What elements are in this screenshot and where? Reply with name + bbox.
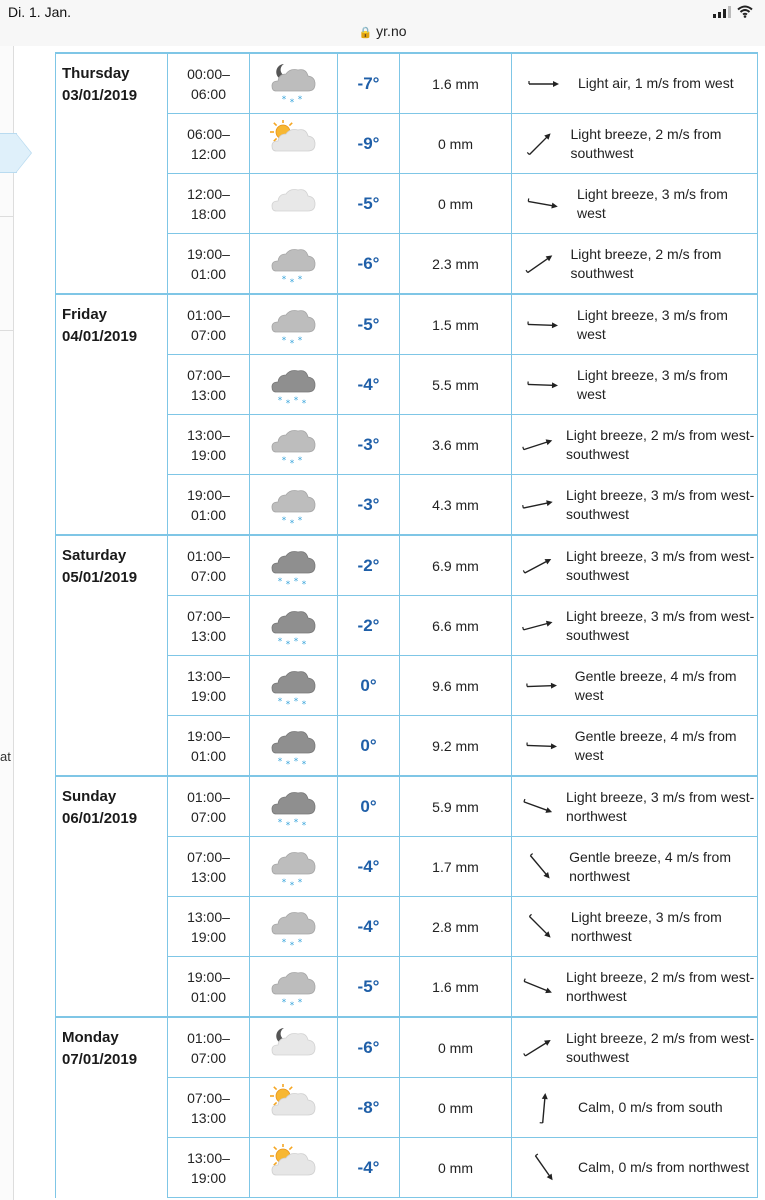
wind-cell — [512, 716, 758, 777]
wind-description: Light breeze, 3 m/s from west-northwest — [566, 788, 755, 824]
day-date: 06/01/2019 — [62, 810, 138, 827]
temperature: -4° — [338, 897, 400, 957]
svg-text:*: * — [293, 756, 298, 767]
svg-text:*: * — [301, 398, 306, 409]
day-cell — [56, 535, 168, 776]
time-to: 07:00 — [190, 1049, 227, 1066]
wind-cell — [512, 475, 758, 536]
time-from: 12:00– — [187, 185, 230, 202]
weather-symbol-cell — [250, 294, 338, 355]
forecast-row — [56, 776, 758, 837]
wind-description: Light breeze, 3 m/s from west-southwest — [566, 547, 755, 583]
day-date: 05/01/2019 — [62, 569, 138, 586]
sun-cloud-icon — [250, 1084, 337, 1132]
svg-text:*: * — [285, 579, 290, 590]
time-from: 01:00– — [187, 1029, 230, 1046]
weather-symbol-cell — [250, 837, 338, 897]
svg-text:*: * — [285, 398, 290, 409]
wind-cell — [512, 957, 758, 1018]
time-to: 12:00 — [190, 145, 227, 162]
time-cell — [168, 1017, 250, 1078]
time-from: 07:00– — [187, 607, 230, 624]
temperature: -5° — [338, 174, 400, 234]
weather-symbol-cell — [250, 355, 338, 415]
time-cell — [168, 475, 250, 536]
day-name: Sunday — [62, 788, 117, 805]
wind-arrow-icon — [518, 546, 558, 586]
day-date: 03/01/2019 — [62, 87, 138, 104]
time-from: 06:00– — [187, 125, 230, 142]
wind-description: Light breeze, 3 m/s from west — [576, 366, 728, 402]
wind-arrow-icon — [518, 606, 558, 646]
svg-text:*: * — [281, 455, 286, 466]
night-moon-cloud-snow-icon — [250, 60, 337, 108]
time-cell — [168, 716, 250, 777]
wind-arrow-icon — [518, 124, 563, 164]
day-cell — [56, 294, 168, 535]
time-cell — [168, 957, 250, 1018]
time-from: 13:00– — [187, 908, 230, 925]
day-name: Monday — [62, 1029, 119, 1046]
wind-arrow-icon — [518, 1148, 570, 1188]
wind-cell — [512, 776, 758, 837]
precipitation: 0 mm — [400, 114, 512, 174]
weather-symbol-cell — [250, 415, 338, 475]
wind-description: Calm, 0 m/s from northwest — [578, 1159, 750, 1175]
svg-text:*: * — [297, 335, 302, 346]
svg-text:*: * — [285, 759, 290, 770]
weather-symbol-cell — [250, 596, 338, 656]
day-name: Saturday — [62, 547, 127, 564]
time-from: 00:00– — [187, 65, 230, 82]
time-cell — [168, 656, 250, 716]
day-name: Thursday — [62, 65, 130, 82]
wind-arrow-icon — [518, 305, 569, 345]
time-from: 01:00– — [187, 788, 230, 805]
time-cell — [168, 355, 250, 415]
precipitation: 0 mm — [400, 1138, 512, 1198]
svg-text:*: * — [297, 997, 302, 1008]
svg-text:*: * — [301, 820, 306, 831]
svg-text:*: * — [293, 395, 298, 406]
wind-description: Gentle breeze, 4 m/s from northwest — [569, 848, 731, 884]
wind-arrow-icon — [518, 666, 567, 706]
time-to: 07:00 — [190, 567, 227, 584]
dark-cloud-heavy-snow-icon — [250, 542, 337, 590]
status-time: Di. 1. Jan. — [8, 4, 72, 20]
dark-cloud-heavy-snow-icon — [250, 662, 337, 710]
wind-cell — [512, 174, 758, 234]
time-cell — [168, 837, 250, 897]
dark-cloud-heavy-snow-icon — [250, 722, 337, 770]
temperature: -6° — [338, 1017, 400, 1078]
svg-text:*: * — [281, 335, 286, 346]
time-cell — [168, 1078, 250, 1138]
time-from: 07:00– — [187, 366, 230, 383]
weather-symbol-cell — [250, 53, 338, 114]
time-from: 07:00– — [187, 848, 230, 865]
svg-text:*: * — [277, 576, 282, 587]
precipitation: 2.3 mm — [400, 234, 512, 295]
precipitation: 0 mm — [400, 1078, 512, 1138]
weather-symbol-cell — [250, 776, 338, 837]
time-to: 01:00 — [190, 265, 227, 282]
temperature: -5° — [338, 294, 400, 355]
day-cell — [56, 1017, 168, 1198]
time-from: 13:00– — [187, 426, 230, 443]
temperature: -4° — [338, 1138, 400, 1198]
wind-description: Light breeze, 2 m/s from southwest — [570, 245, 722, 281]
dark-cloud-heavy-snow-icon — [250, 602, 337, 650]
wind-description: Light air, 1 m/s from west — [578, 75, 734, 91]
time-cell — [168, 53, 250, 114]
wind-cell — [512, 294, 758, 355]
time-cell — [168, 897, 250, 957]
wind-description: Light breeze, 2 m/s from west-southwest — [566, 1029, 755, 1065]
day-cell — [56, 53, 168, 294]
svg-text:*: * — [277, 817, 282, 828]
time-from: 07:00– — [187, 1089, 230, 1106]
time-to: 07:00 — [190, 326, 227, 343]
wind-arrow-icon — [518, 485, 558, 525]
left-edge-text: at — [0, 749, 11, 764]
svg-text:*: * — [297, 937, 302, 948]
wind-description: Light breeze, 3 m/s from west — [576, 306, 728, 342]
sun-cloud-icon — [250, 1144, 337, 1192]
wind-description: Light breeze, 2 m/s from west-northwest — [566, 968, 755, 1004]
time-cell — [168, 174, 250, 234]
wind-cell — [512, 837, 758, 897]
precipitation: 1.7 mm — [400, 837, 512, 897]
temperature: -8° — [338, 1078, 400, 1138]
svg-text:*: * — [289, 458, 294, 469]
time-to: 13:00 — [190, 386, 227, 403]
svg-text:*: * — [281, 937, 286, 948]
svg-text:*: * — [289, 880, 294, 891]
precipitation: 6.9 mm — [400, 535, 512, 596]
time-to: 01:00 — [190, 506, 227, 523]
time-to: 01:00 — [190, 988, 227, 1005]
time-cell — [168, 596, 250, 656]
weather-symbol-cell — [250, 716, 338, 777]
time-to: 13:00 — [190, 1109, 227, 1126]
forecast-table-wrap — [55, 52, 757, 1198]
precipitation: 0 mm — [400, 1017, 512, 1078]
precipitation: 0 mm — [400, 174, 512, 234]
time-to: 19:00 — [190, 446, 227, 463]
time-from: 19:00– — [187, 245, 230, 262]
time-to: 18:00 — [190, 205, 227, 222]
sun-cloud-icon — [250, 120, 337, 168]
svg-text:*: * — [277, 696, 282, 707]
wind-arrow-icon — [518, 64, 570, 104]
wind-arrow-icon — [518, 967, 558, 1007]
temperature: -4° — [338, 837, 400, 897]
svg-text:*: * — [289, 338, 294, 349]
weather-symbol-cell — [250, 1078, 338, 1138]
status-icons — [713, 5, 753, 18]
wind-cell — [512, 1138, 758, 1198]
precipitation: 3.6 mm — [400, 415, 512, 475]
precipitation: 5.5 mm — [400, 355, 512, 415]
time-cell — [168, 535, 250, 596]
svg-text:*: * — [297, 94, 302, 105]
address-bar[interactable] — [0, 23, 765, 39]
cloud-snow-icon — [250, 240, 337, 288]
svg-text:*: * — [293, 817, 298, 828]
svg-text:*: * — [297, 455, 302, 466]
svg-text:*: * — [297, 515, 302, 526]
temperature: 0° — [338, 776, 400, 837]
cloud-snow-icon — [250, 481, 337, 529]
precipitation: 5.9 mm — [400, 776, 512, 837]
cloud-snow-icon — [250, 903, 337, 951]
wind-description: Light breeze, 3 m/s from west-southwest — [566, 607, 755, 643]
svg-text:*: * — [293, 636, 298, 647]
time-to: 13:00 — [190, 627, 227, 644]
weather-symbol-cell — [250, 656, 338, 716]
precipitation: 9.2 mm — [400, 716, 512, 777]
svg-text:*: * — [281, 94, 286, 105]
day-date: 07/01/2019 — [62, 1051, 138, 1068]
url-text: yr.no — [376, 23, 407, 39]
temperature: 0° — [338, 716, 400, 777]
wind-description: Calm, 0 m/s from south — [578, 1099, 723, 1115]
weather-symbol-cell — [250, 1138, 338, 1198]
forecast-row — [56, 535, 758, 596]
wind-description: Light breeze, 2 m/s from west-southwest — [566, 426, 755, 462]
time-from: 13:00– — [187, 1149, 230, 1166]
svg-text:*: * — [301, 759, 306, 770]
svg-text:*: * — [281, 515, 286, 526]
weather-symbol-cell — [250, 1017, 338, 1078]
wind-arrow-icon — [518, 726, 567, 766]
cellular-signal-icon — [713, 6, 731, 18]
left-panel-edge — [0, 46, 14, 1200]
svg-text:*: * — [289, 97, 294, 108]
wind-arrow-icon — [518, 1088, 570, 1128]
wind-cell — [512, 53, 758, 114]
time-cell — [168, 294, 250, 355]
wifi-icon — [737, 5, 753, 18]
forecast-table — [55, 52, 758, 1198]
cloud-snow-icon — [250, 843, 337, 891]
temperature: 0° — [338, 656, 400, 716]
wind-cell — [512, 114, 758, 174]
precipitation: 9.6 mm — [400, 656, 512, 716]
wind-arrow-icon — [518, 1028, 558, 1068]
wind-cell — [512, 234, 758, 295]
time-to: 01:00 — [190, 747, 227, 764]
svg-text:*: * — [281, 274, 286, 285]
svg-text:*: * — [277, 636, 282, 647]
cloud-snow-icon — [250, 963, 337, 1011]
temperature: -7° — [338, 53, 400, 114]
time-to: 13:00 — [190, 868, 227, 885]
time-to: 19:00 — [190, 687, 227, 704]
svg-text:*: * — [289, 1000, 294, 1011]
cloud-snow-icon — [250, 421, 337, 469]
wind-description: Gentle breeze, 4 m/s from west — [574, 727, 737, 763]
precipitation: 1.6 mm — [400, 957, 512, 1018]
wind-cell — [512, 656, 758, 716]
forecast-row — [56, 53, 758, 114]
temperature: -5° — [338, 957, 400, 1018]
weather-symbol-cell — [250, 957, 338, 1018]
wind-arrow-icon — [518, 847, 561, 887]
svg-text:*: * — [289, 277, 294, 288]
wind-cell — [512, 1017, 758, 1078]
svg-text:*: * — [289, 940, 294, 951]
lock-icon: 🔒 — [358, 27, 373, 39]
wind-cell — [512, 355, 758, 415]
wind-cell — [512, 415, 758, 475]
svg-text:*: * — [297, 274, 302, 285]
time-from: 19:00– — [187, 727, 230, 744]
wind-cell — [512, 535, 758, 596]
time-from: 19:00– — [187, 968, 230, 985]
svg-text:*: * — [277, 756, 282, 767]
time-to: 19:00 — [190, 1169, 227, 1186]
svg-text:*: * — [281, 997, 286, 1008]
svg-text:*: * — [281, 877, 286, 888]
temperature: -3° — [338, 415, 400, 475]
svg-text:*: * — [289, 518, 294, 529]
svg-text:*: * — [293, 576, 298, 587]
time-from: 01:00– — [187, 306, 230, 323]
time-to: 06:00 — [190, 85, 227, 102]
status-bar — [0, 0, 765, 46]
forecast-row — [56, 294, 758, 355]
weather-symbol-cell — [250, 114, 338, 174]
wind-arrow-icon — [518, 184, 569, 224]
night-moon-cloud-icon — [250, 1024, 337, 1072]
svg-text:*: * — [285, 699, 290, 710]
cloud-icon — [250, 180, 337, 228]
cloud-snow-icon — [250, 301, 337, 349]
dark-cloud-heavy-snow-icon — [250, 783, 337, 831]
weather-symbol-cell — [250, 475, 338, 536]
precipitation: 1.6 mm — [400, 53, 512, 114]
precipitation: 2.8 mm — [400, 897, 512, 957]
temperature: -6° — [338, 234, 400, 295]
wind-cell — [512, 897, 758, 957]
time-to: 19:00 — [190, 928, 227, 945]
weather-symbol-cell — [250, 897, 338, 957]
precipitation: 6.6 mm — [400, 596, 512, 656]
precipitation: 4.3 mm — [400, 475, 512, 536]
forecast-row — [56, 1017, 758, 1078]
time-cell — [168, 114, 250, 174]
time-from: 19:00– — [187, 486, 230, 503]
time-from: 13:00– — [187, 667, 230, 684]
wind-cell — [512, 596, 758, 656]
wind-description: Light breeze, 3 m/s from northwest — [570, 908, 722, 944]
day-cell — [56, 776, 168, 1017]
time-to: 07:00 — [190, 808, 227, 825]
wind-description: Light breeze, 2 m/s from southwest — [570, 125, 722, 161]
day-date: 04/01/2019 — [62, 328, 138, 345]
temperature: -3° — [338, 475, 400, 536]
temperature: -9° — [338, 114, 400, 174]
day-name: Friday — [62, 306, 108, 323]
wind-arrow-icon — [518, 907, 563, 947]
svg-text:*: * — [301, 639, 306, 650]
svg-text:*: * — [301, 579, 306, 590]
time-from: 01:00– — [187, 547, 230, 564]
svg-text:*: * — [301, 699, 306, 710]
svg-text:*: * — [285, 820, 290, 831]
wind-arrow-icon — [518, 425, 558, 465]
wind-description: Light breeze, 3 m/s from west — [576, 185, 728, 221]
precipitation: 1.5 mm — [400, 294, 512, 355]
wind-arrow-icon — [518, 365, 569, 405]
svg-text:*: * — [277, 395, 282, 406]
svg-text:*: * — [297, 877, 302, 888]
svg-text:*: * — [285, 639, 290, 650]
svg-text:*: * — [293, 696, 298, 707]
wind-cell — [512, 1078, 758, 1138]
weather-symbol-cell — [250, 535, 338, 596]
dark-cloud-heavy-snow-icon — [250, 361, 337, 409]
temperature: -2° — [338, 596, 400, 656]
weather-symbol-cell — [250, 234, 338, 295]
wind-arrow-icon — [518, 787, 558, 827]
temperature: -4° — [338, 355, 400, 415]
weather-symbol-cell — [250, 174, 338, 234]
time-cell — [168, 415, 250, 475]
wind-arrow-icon — [518, 244, 563, 284]
wind-description: Light breeze, 3 m/s from west-southwest — [566, 486, 755, 522]
time-cell — [168, 234, 250, 295]
wind-description: Gentle breeze, 4 m/s from west — [574, 667, 737, 703]
time-cell — [168, 776, 250, 837]
temperature: -2° — [338, 535, 400, 596]
time-cell — [168, 1138, 250, 1198]
